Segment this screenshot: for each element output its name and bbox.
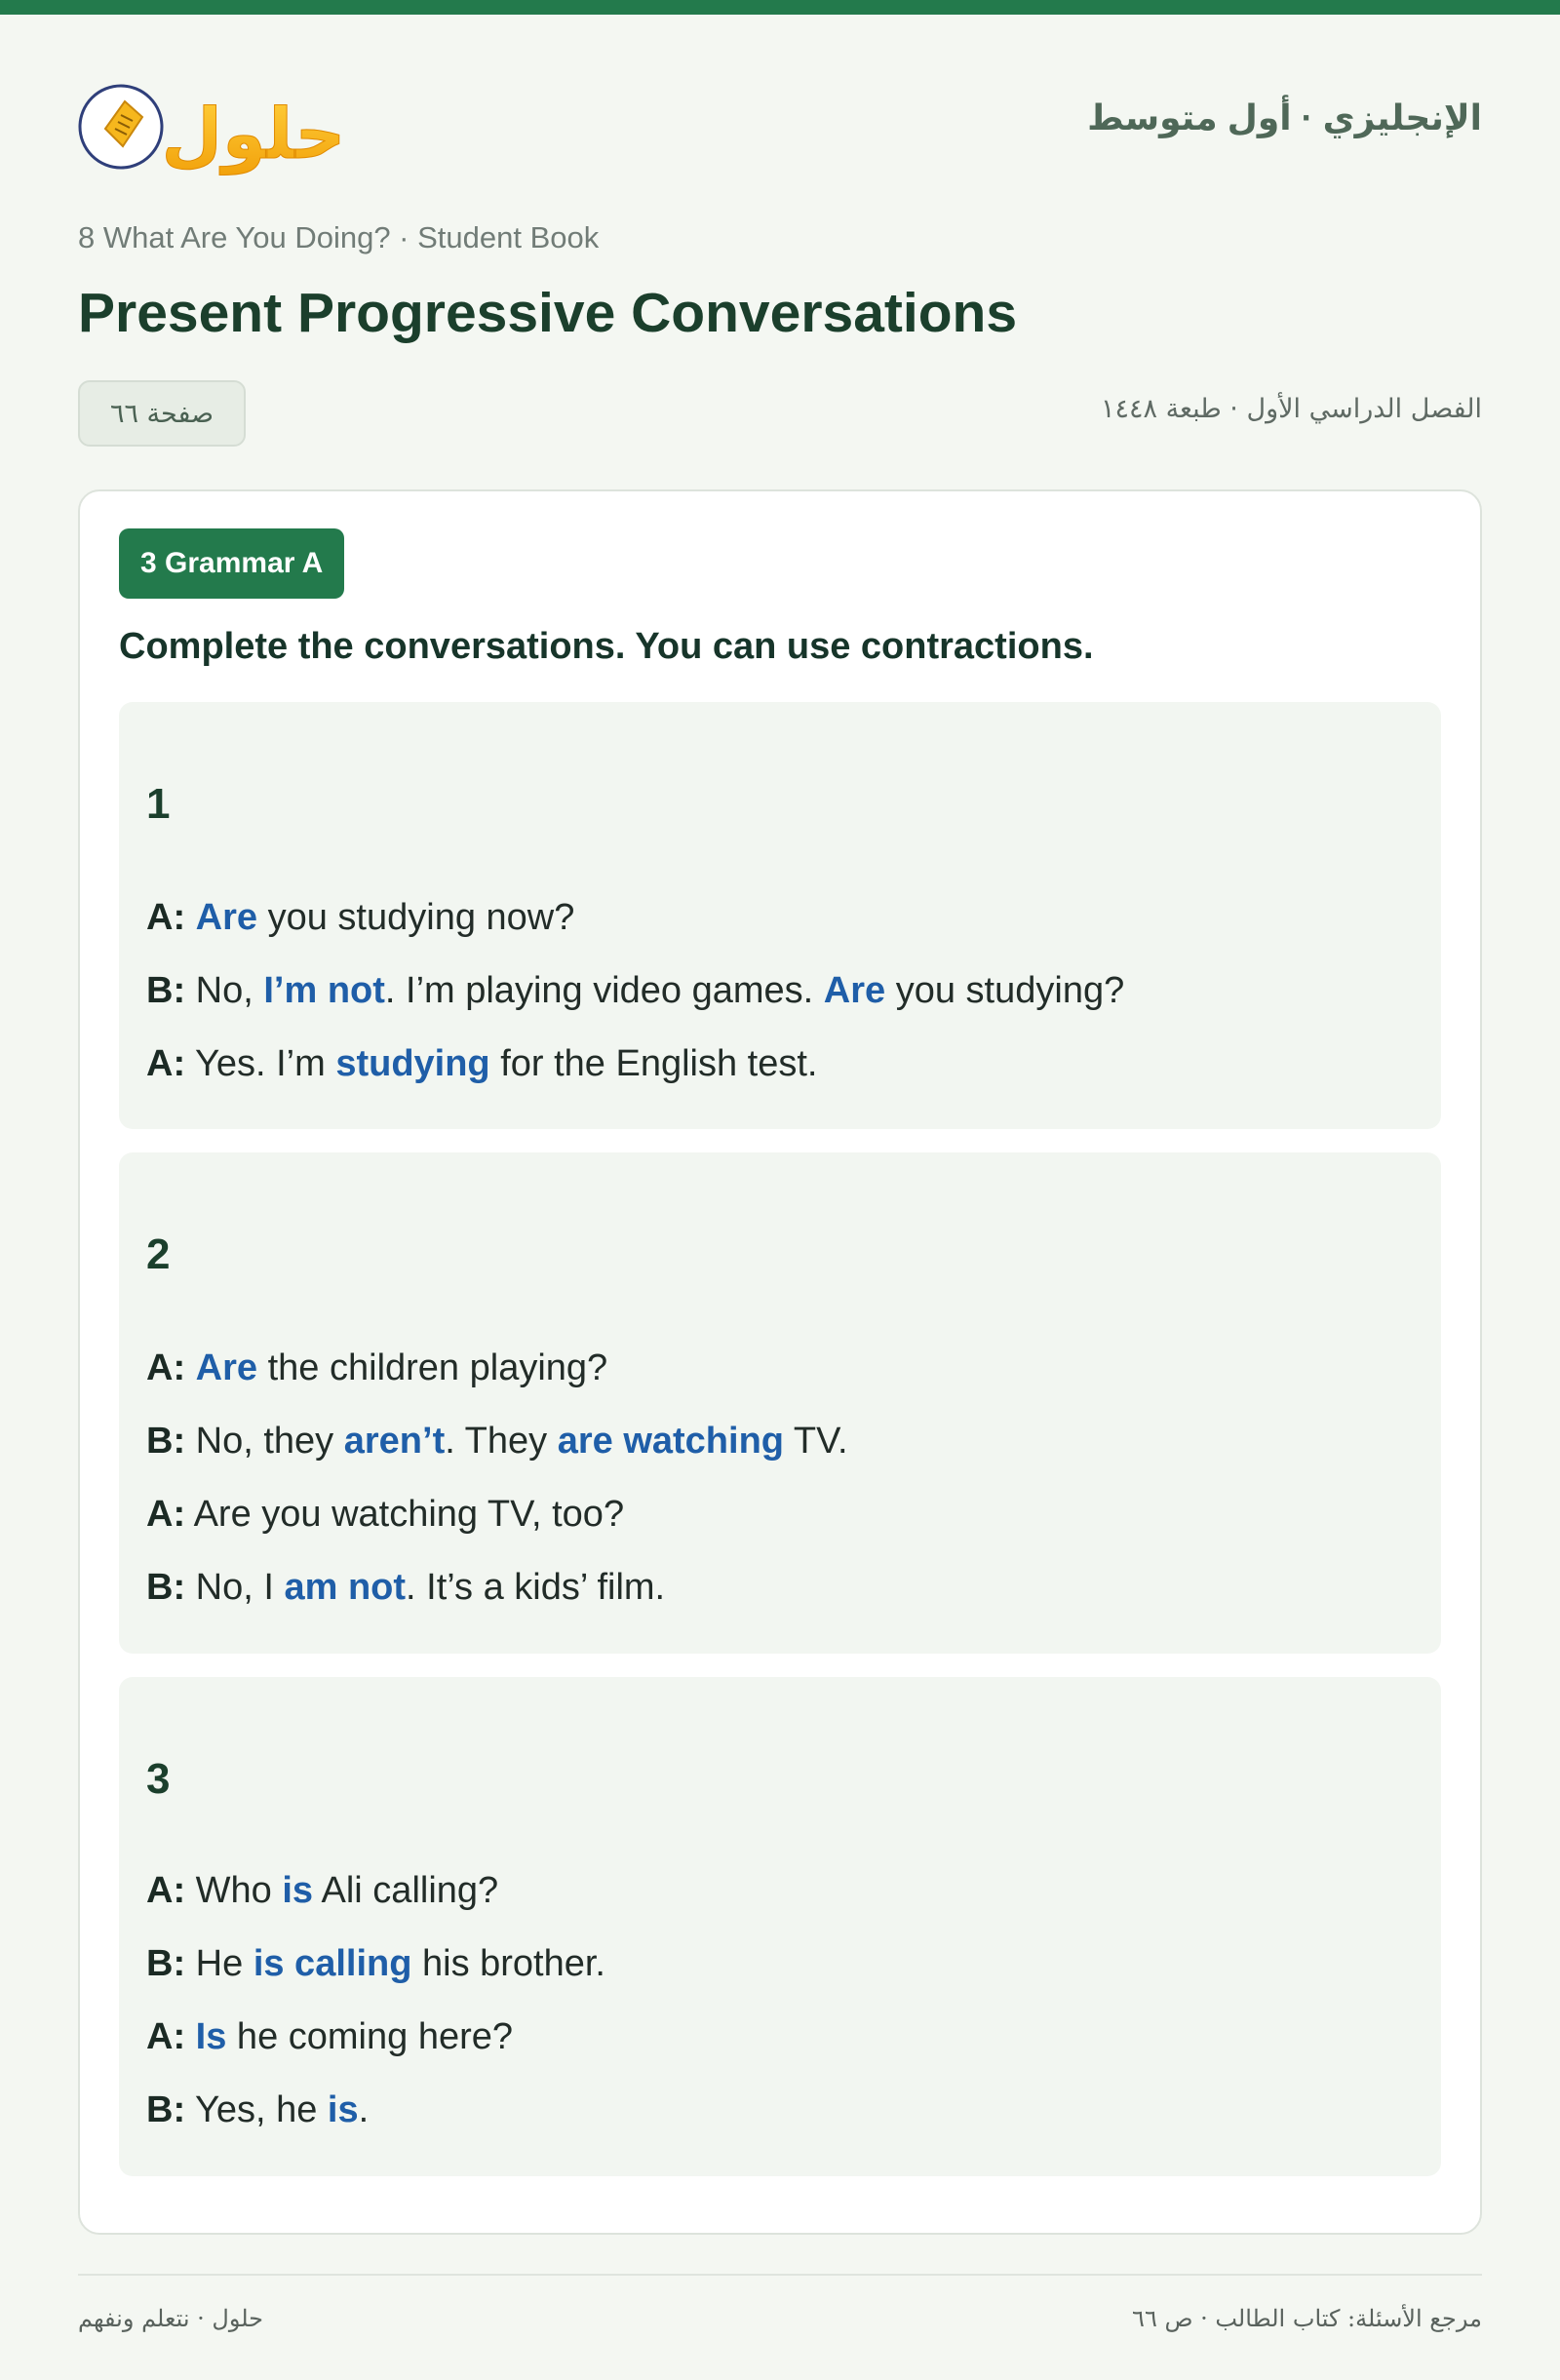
conversation-2 bbox=[119, 1152, 1441, 1654]
answer-text: am not bbox=[284, 1567, 407, 1608]
conversation-3 bbox=[119, 1677, 1441, 2176]
speaker-label: B: bbox=[146, 970, 186, 1011]
line-text: Yes, he bbox=[185, 2089, 328, 2130]
line-text: he coming here? bbox=[226, 2016, 514, 2057]
line-text: . It’s a kids’ film. bbox=[406, 1567, 666, 1608]
answer-text: Are bbox=[195, 897, 258, 938]
line-text bbox=[185, 2016, 196, 2057]
subject-label: الإنجليزي · أول متوسط bbox=[1087, 98, 1482, 137]
answer-text: Is bbox=[195, 2016, 227, 2057]
header bbox=[78, 60, 1482, 187]
line-text: TV. bbox=[784, 1421, 848, 1462]
section-tag: 3 Grammar A bbox=[119, 528, 344, 599]
line-text: Ali calling? bbox=[313, 1870, 499, 1911]
logo[interactable] bbox=[78, 60, 351, 187]
speaker-label: B: bbox=[146, 1421, 186, 1462]
line-text: you studying? bbox=[885, 970, 1125, 1011]
line-text bbox=[185, 897, 196, 938]
speaker-label: A: bbox=[146, 2016, 186, 2057]
speaker-label: B: bbox=[146, 2089, 186, 2130]
line-text: for the English test. bbox=[489, 1043, 818, 1084]
answer-text: is calling bbox=[253, 1943, 412, 1984]
speaker-label: A: bbox=[146, 897, 186, 938]
speaker-label: A: bbox=[146, 1870, 186, 1911]
speaker-label: B: bbox=[146, 1943, 186, 1984]
line-text: He bbox=[185, 1943, 254, 1984]
line-text: you studying now? bbox=[257, 897, 575, 938]
conversation-number: 3 bbox=[146, 1755, 171, 1803]
top-accent-bar bbox=[0, 0, 1560, 15]
answer-text: aren’t bbox=[343, 1421, 446, 1462]
book-icon bbox=[80, 86, 162, 168]
line-text bbox=[185, 1347, 196, 1388]
page-title: Present Progressive Conversations bbox=[78, 282, 1018, 344]
logo-wordmark: حلول bbox=[161, 93, 346, 175]
speaker-label: A: bbox=[146, 1494, 186, 1535]
answer-text: I’m not bbox=[263, 970, 385, 1011]
line-text: No, I bbox=[185, 1567, 285, 1608]
line-text: No, they bbox=[185, 1421, 344, 1462]
dialogue-line bbox=[146, 1494, 624, 1536]
dialogue-line bbox=[146, 1567, 665, 1609]
exercise-card bbox=[78, 489, 1482, 2235]
conversation-1 bbox=[119, 702, 1441, 1129]
breadcrumb[interactable]: 8 What Are You Doing? · Student Book bbox=[78, 220, 600, 254]
answer-text: is bbox=[327, 2089, 359, 2130]
line-text: Yes. I’m bbox=[185, 1043, 336, 1084]
dialogue-line bbox=[146, 2016, 513, 2058]
speaker-label: B: bbox=[146, 1567, 186, 1608]
dialogue-line bbox=[146, 1870, 498, 1912]
answer-text: Are bbox=[823, 970, 886, 1011]
speaker-label: A: bbox=[146, 1347, 186, 1388]
dialogue-line bbox=[146, 2089, 369, 2131]
footer-reference: مرجع الأسئلة: كتاب الطالب · ص ٦٦ bbox=[1132, 2305, 1482, 2332]
meta-row bbox=[78, 380, 1482, 449]
conversation-number: 2 bbox=[146, 1230, 171, 1278]
line-text: his brother. bbox=[411, 1943, 605, 1984]
dialogue-line bbox=[146, 1043, 817, 1085]
instruction: Complete the conversations. You can use contractions. bbox=[119, 626, 1094, 667]
answer-text: Are bbox=[195, 1347, 258, 1388]
line-text: . They bbox=[445, 1421, 558, 1462]
line-text: . bbox=[358, 2089, 370, 2130]
dialogue-line bbox=[146, 970, 1124, 1012]
page-badge: صفحة ٦٦ bbox=[78, 380, 246, 447]
answer-text: is bbox=[282, 1870, 314, 1911]
dialogue-line bbox=[146, 897, 574, 939]
dialogue-line bbox=[146, 1943, 605, 1985]
footer-divider bbox=[78, 2274, 1482, 2276]
footer-tagline: حلول · نتعلم ونفهم bbox=[78, 2305, 263, 2332]
answer-text: studying bbox=[335, 1043, 490, 1084]
dialogue-line bbox=[146, 1347, 607, 1389]
speaker-label: A: bbox=[146, 1043, 186, 1084]
line-text: Are you watching TV, too? bbox=[185, 1494, 625, 1535]
dialogue-line bbox=[146, 1421, 848, 1463]
line-text: No, bbox=[185, 970, 264, 1011]
answer-text: are watching bbox=[557, 1421, 784, 1462]
line-text: . I’m playing video games. bbox=[384, 970, 824, 1011]
line-text: the children playing? bbox=[257, 1347, 608, 1388]
semester-label: الفصل الدراسي الأول · طبعة ١٤٤٨ bbox=[1100, 394, 1482, 424]
conversation-number: 1 bbox=[146, 780, 171, 828]
line-text: Who bbox=[185, 1870, 283, 1911]
